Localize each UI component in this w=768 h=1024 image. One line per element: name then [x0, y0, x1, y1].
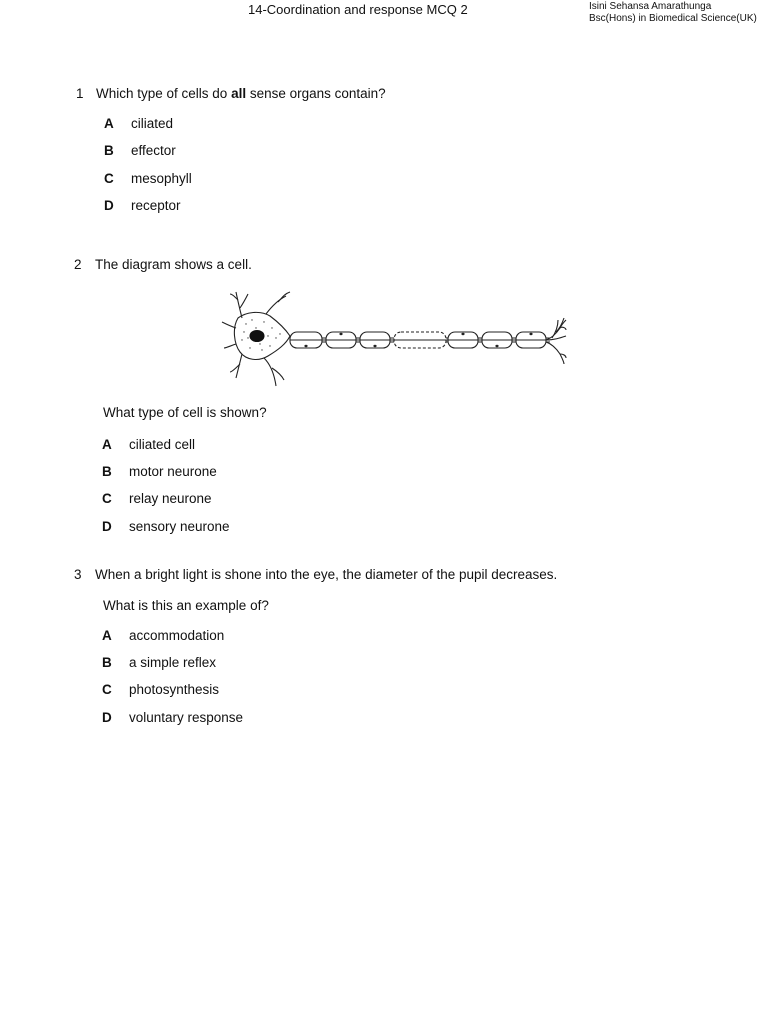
author-degree: Bsc(Hons) in Biomedical Science(UK): [589, 13, 757, 24]
question-2-subquestion: What type of cell is shown?: [103, 405, 267, 420]
question-3-text: When a bright light is shone into the eye, the diameter of the pupil decreases.: [95, 567, 558, 582]
question-1-number: 1: [76, 86, 84, 101]
q2-option-a-letter: A: [102, 437, 112, 452]
q2-option-b-letter: B: [102, 464, 112, 479]
question-1-text-before: Which type of cells do: [96, 86, 232, 101]
author-name: Isini Sehansa Amarathunga: [589, 1, 712, 12]
q3-option-d-text: voluntary response: [129, 710, 244, 725]
q3-option-a-letter: A: [102, 628, 112, 643]
question-3-subquestion: What is this an example of?: [103, 598, 269, 613]
q1-option-a-letter: A: [104, 116, 114, 131]
q2-option-c-letter: C: [102, 491, 112, 506]
q1-option-d-letter: D: [104, 198, 114, 213]
q1-option-a-text: ciliated: [131, 116, 174, 131]
q2-option-d-letter: D: [102, 519, 112, 534]
nucleus: [250, 331, 264, 342]
q3-option-d-letter: D: [102, 710, 112, 725]
q1-option-b-text: effector: [131, 143, 176, 158]
q3-option-b-letter: B: [102, 655, 112, 670]
q3-option-a-text: accommodation: [129, 628, 225, 643]
q2-option-a-text: ciliated cell: [129, 437, 196, 452]
author-block: [589, 1, 757, 25]
neurone-diagram: [220, 288, 572, 392]
page-title: 14-Coordination and response MCQ 2: [248, 2, 468, 17]
axon-terminals: [546, 318, 566, 364]
q2-option-d-text: sensory neurone: [129, 519, 230, 534]
q2-option-c-text: relay neurone: [129, 491, 212, 506]
question-2-text: The diagram shows a cell.: [95, 257, 252, 272]
question-1-text: [96, 86, 386, 101]
question-1-text-after: sense organs contain?: [246, 86, 386, 101]
q1-option-d-text: receptor: [131, 198, 181, 213]
q2-option-b-text: motor neurone: [129, 464, 217, 479]
q1-option-c-text: mesophyll: [131, 171, 192, 186]
q1-option-c-letter: C: [104, 171, 114, 186]
question-1-text-bold: all: [231, 86, 247, 101]
q1-option-b-letter: B: [104, 143, 114, 158]
q3-option-c-letter: C: [102, 682, 112, 697]
question-3-number: 3: [74, 567, 82, 582]
question-2-number: 2: [74, 257, 82, 272]
q3-option-c-text: photosynthesis: [129, 682, 220, 697]
q3-option-b-text: a simple reflex: [129, 655, 217, 670]
